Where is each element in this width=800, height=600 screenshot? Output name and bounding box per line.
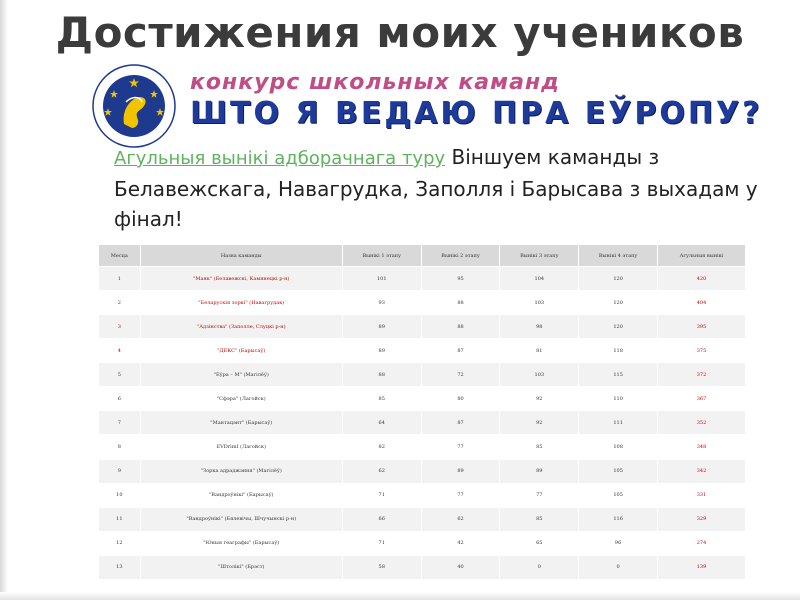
cell-stage-3: 65 (500, 531, 579, 555)
cell-total: 342 (658, 459, 746, 483)
cell-stage-1: 93 (342, 291, 421, 315)
cell-total: 395 (658, 315, 746, 339)
cell-stage-3: 103 (500, 291, 579, 315)
header-stage-4: Вынікі 4 этапу (579, 245, 658, 267)
cell-team: "Еўра – М" (Магілёў) (140, 363, 342, 387)
cell-stage-4: 120 (579, 267, 658, 291)
table-row (99, 363, 746, 387)
cell-stage-4: 105 (579, 459, 658, 483)
cell-stage-3: 98 (500, 315, 579, 339)
cell-total: 420 (658, 267, 746, 291)
cell-stage-3: 85 (500, 507, 579, 531)
table-row (99, 435, 746, 459)
cell-total: 329 (658, 507, 746, 531)
cell-stage-1: 58 (342, 555, 421, 579)
cell-stage-2: 95 (421, 267, 500, 291)
header-stage-1: Вынікі 1 этапу (342, 245, 421, 267)
cell-place: 9 (99, 459, 141, 483)
cell-stage-4: 96 (579, 531, 658, 555)
cell-stage-2: 40 (421, 555, 500, 579)
cell-total: 331 (658, 483, 746, 507)
intro-text: Віншуем каманды з Белавежскага, Навагрудка, Заполля і Барысава з выхадам у фінал! (114, 145, 758, 231)
cell-stage-1: 89 (342, 339, 421, 363)
table-row (99, 291, 746, 315)
cell-team: "Вандроўнікі" (Бялевічы, Шчучынскі р-н) (140, 507, 342, 531)
cell-stage-3: 103 (500, 363, 579, 387)
cell-total: 372 (658, 363, 746, 387)
cell-team: "Штолікі" (Брэст) (140, 555, 342, 579)
cell-place: 13 (99, 555, 141, 579)
cell-stage-1: 71 (342, 483, 421, 507)
cell-stage-1: 88 (342, 363, 421, 387)
header-place: Месца (99, 245, 141, 267)
table-header-row (99, 245, 746, 267)
slide-left-shadow (0, 0, 8, 600)
cell-total: 274 (658, 531, 746, 555)
cell-team: "Беларускія зоркі" (Навагрудак) (140, 291, 342, 315)
cell-place: 1 (99, 267, 141, 291)
cell-place: 12 (99, 531, 141, 555)
table-row (99, 387, 746, 411)
cell-stage-2: 80 (421, 387, 500, 411)
slide-title: Достижения моих учеников (55, 8, 745, 57)
table-row (99, 315, 746, 339)
cell-stage-4: 108 (579, 435, 658, 459)
cell-stage-4: 105 (579, 483, 658, 507)
header-team: Назва каманды (140, 245, 342, 267)
cell-stage-3: 104 (500, 267, 579, 291)
cell-team: "ДЕКС" (Барысаў) (140, 339, 342, 363)
cell-stage-3: 92 (500, 411, 579, 435)
cell-stage-3: 81 (500, 339, 579, 363)
cell-stage-4: 111 (579, 411, 658, 435)
cell-stage-2: 42 (421, 531, 500, 555)
cell-stage-1: 101 (342, 267, 421, 291)
table-row (99, 411, 746, 435)
cell-place: 2 (99, 291, 141, 315)
cell-total: 139 (658, 555, 746, 579)
cell-stage-4: 115 (579, 363, 658, 387)
cell-stage-4: 0 (579, 555, 658, 579)
cell-stage-3: 77 (500, 483, 579, 507)
cell-stage-4: 110 (579, 387, 658, 411)
cell-team: "Адзінства" (Заполле, Слуцкі р-н) (140, 315, 342, 339)
cell-total: 367 (658, 387, 746, 411)
table-row (99, 507, 746, 531)
slide-bottom-shadow (0, 592, 800, 600)
cell-stage-2: 87 (421, 411, 500, 435)
cell-stage-1: 85 (342, 387, 421, 411)
table-row (99, 459, 746, 483)
table-row (99, 339, 746, 363)
cell-stage-1: 82 (342, 435, 421, 459)
results-link[interactable]: Агульныя вынікі адборачнага туру (114, 148, 446, 169)
cell-place: 6 (99, 387, 141, 411)
cell-stage-2: 72 (421, 363, 500, 387)
cell-stage-1: 64 (342, 411, 421, 435)
cell-team: "Мантацэнт" (Барысаў) (140, 411, 342, 435)
contest-subtitle: конкурс школьных каманд (190, 70, 560, 95)
cell-stage-2: 77 (421, 435, 500, 459)
cell-team: "Зорка адраджэння" (Магілёў) (140, 459, 342, 483)
intro-paragraph (114, 142, 764, 234)
cell-place: 4 (99, 339, 141, 363)
cell-stage-2: 77 (421, 483, 500, 507)
cell-stage-1: 89 (342, 315, 421, 339)
cell-total: 404 (658, 291, 746, 315)
table-row (99, 555, 746, 579)
cell-stage-3: 92 (500, 387, 579, 411)
cell-stage-3: 89 (500, 459, 579, 483)
cell-stage-1: 66 (342, 507, 421, 531)
cell-stage-3: 85 (500, 435, 579, 459)
cell-stage-2: 62 (421, 507, 500, 531)
cell-stage-4: 120 (579, 315, 658, 339)
contest-title: ШТО Я ВЕДАЮ ПРА ЕЎРОПУ? (190, 96, 763, 131)
cell-team: "Маяк" (Белавежскі, Камянецкі р-н) (140, 267, 342, 291)
cell-place: 8 (99, 435, 141, 459)
cell-total: 348 (658, 435, 746, 459)
cell-total: 352 (658, 411, 746, 435)
cell-stage-2: 88 (421, 315, 500, 339)
table-row (99, 267, 746, 291)
header-total: Агульныя вынікі (658, 245, 746, 267)
cell-stage-4: 120 (579, 291, 658, 315)
header-stage-2: Вынікі 2 этапу (421, 245, 500, 267)
header-stage-3: Вынікі 3 этапу (500, 245, 579, 267)
cell-stage-1: 71 (342, 531, 421, 555)
results-table (98, 244, 746, 580)
table-row (99, 483, 746, 507)
cell-place: 7 (99, 411, 141, 435)
contest-logo (88, 62, 180, 150)
cell-stage-4: 118 (579, 339, 658, 363)
cell-team: "Сфэра" (Лагойск) (140, 387, 342, 411)
cell-stage-2: 87 (421, 339, 500, 363)
cell-team: "Вандроўнікі" (Барысаў) (140, 483, 342, 507)
cell-place: 3 (99, 315, 141, 339)
cell-stage-4: 116 (579, 507, 658, 531)
cell-stage-1: 62 (342, 459, 421, 483)
table-row (99, 531, 746, 555)
cell-team: "Юныя геаграфы" (Барысаў) (140, 531, 342, 555)
contest-logo-icon (88, 62, 180, 150)
cell-team: EVDrimI (Лагойск) (140, 435, 342, 459)
cell-stage-3: 0 (500, 555, 579, 579)
cell-place: 5 (99, 363, 141, 387)
cell-total: 375 (658, 339, 746, 363)
cell-stage-2: 88 (421, 291, 500, 315)
cell-place: 10 (99, 483, 141, 507)
cell-stage-2: 89 (421, 459, 500, 483)
cell-place: 11 (99, 507, 141, 531)
